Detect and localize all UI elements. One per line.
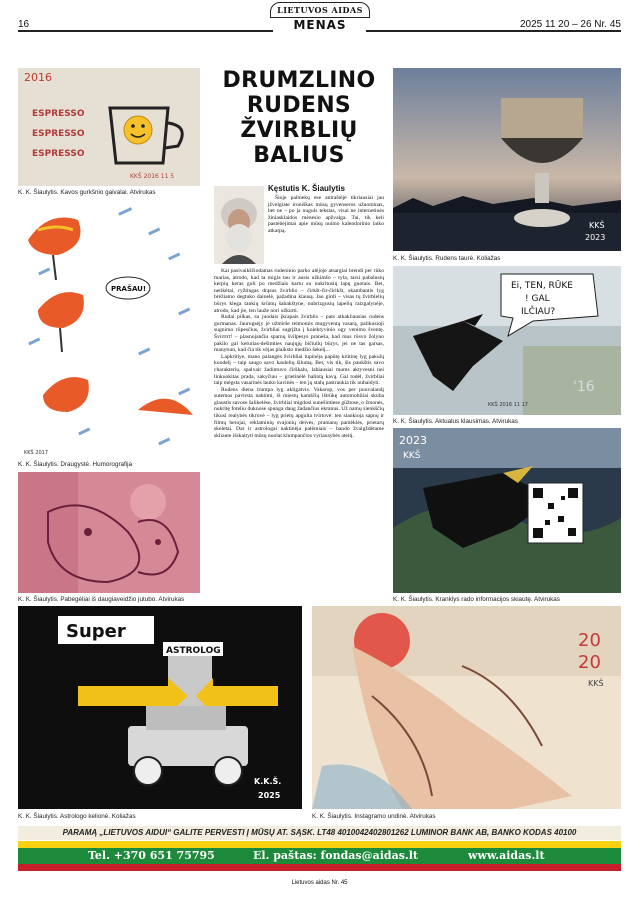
art-text: K.K.Š. <box>254 777 282 786</box>
question-illustration <box>393 266 621 415</box>
espresso-illustration <box>18 68 200 186</box>
lithuanian-flag-bar <box>18 841 621 871</box>
artwork-instagram-mermaid <box>312 606 621 809</box>
caption: K. K. Šiaulytis. Kavos gurkšnio gaivalai. Atvirukas <box>18 189 156 196</box>
headline-line: DRUMZLINO <box>222 68 376 93</box>
article-headline <box>214 68 384 168</box>
artwork-crow <box>393 428 621 593</box>
art-text: Super <box>66 621 126 642</box>
art-text: ESPRESSO <box>32 129 85 139</box>
astrologer-illustration <box>18 606 302 809</box>
art-text: ASTROLOG <box>166 646 221 656</box>
caption: K. K. Šiaulytis. Instagramo undinė. Atvirukas <box>312 813 436 820</box>
art-text: KKŠ 2017 <box>24 450 49 456</box>
contact-phone: Tel. +370 651 75795 <box>88 849 215 862</box>
art-text: 20 <box>578 652 601 673</box>
caption: K. K. Šiaulytis. Astrologo kelionė. Koliažas <box>18 813 136 820</box>
artwork-astrologer <box>18 606 302 809</box>
page-number: 16 <box>18 19 30 30</box>
artwork-friendship <box>18 200 200 458</box>
art-text: KKŠ 2016 11 17 <box>488 402 528 408</box>
headline-line: RUDENS <box>246 93 352 118</box>
article-paragraph: Lapkritiye, mano palangės žvirbliai tupinėja papūtę krūtinę lyg pakulų kuodelį – taip saugo savo kaulelių šilumą. Bet, vis tik, šis paukštis savo charakteriu, spalvair žadintuvo čirškalu, labiausiai mums aktyvesni nei linkuokitas prada, sakyčiau – grietinėlė balintą kavą. Gal todėl, žvirbliai taip mėgsta vasarinės lauko kavinės – ten jų stalų pastraukia tik nubaidyti. <box>214 353 384 387</box>
article-paragraph: Kai pasivaikščiodamas rudeninio parko alėjoje atsargiai brendi per rūko marias, atrodo, kad ta migla tau ir ausis užkimšo – tyla, tarsi pabalusių kerpių keras guli po medžiais kartu su nukritusių lapų guotais. Bet, netikėtai, ryžtingas drąsus žvirblio – čirkšt-čir-čirikšt, skambantis lyg brėžiamo degtuko dainelė, pažadina klausą. Jau girdi – visas tų žvirblelių būrys klega tankių krūmų šabakštyne, nubrizgusių lapelių raizgalynėje, atrodo, kad jie, ten lauže nori užkurti. <box>214 268 384 314</box>
art-text: KKŠ <box>589 221 605 230</box>
headline-line: BALIUS <box>253 143 345 168</box>
section-title: MENAS <box>293 18 347 32</box>
art-text: 20 <box>578 630 601 651</box>
art-text: PRAŠAU! <box>111 285 147 293</box>
contact-website[interactable]: www.aidas.lt <box>468 849 545 862</box>
art-text: Ei, TEN, RŪKE <box>511 281 573 291</box>
issue-info: 2025 11 20 – 26 Nr. 45 <box>519 19 621 30</box>
refugees-illustration <box>18 472 200 593</box>
art-text: 2025 <box>258 791 281 800</box>
page-footer: Lietuvos aidas Nr. 45 <box>291 880 348 886</box>
masthead <box>0 0 639 36</box>
flag-yellow-stripe <box>18 841 621 848</box>
flag-red-stripe <box>18 864 621 871</box>
artwork-espresso <box>18 68 200 186</box>
masthead-rule-left <box>18 30 273 32</box>
art-text: ESPRESSO <box>32 149 85 159</box>
art-text: ILČIAU? <box>521 307 556 317</box>
donation-banner: PARAMĄ „LIETUVOS AIDUI“ GALITE PERVESTI Į MŪSŲ AT. SĄSK. LT48 4010042402801262 LUMINOR BANK AB, BANKO KODAS 40100 <box>18 826 621 840</box>
art-text: 2023 <box>585 233 606 242</box>
headline-line: ŽVIRBLIŲ <box>240 118 358 143</box>
article-paragraph: Rudens diena trumpa lyg akligatvis. Vakarop, vos per puuvalandį sutemos pavirsta naktimi, iš miestų kamščių ištrūkę automobiliai skuba glaustis savose šalikelėse, žvirbliai migdosi sunešintiese gūžtose, o žmonės, nukritę foteliu duknose spunga daug žadančius ekranus. Už namų sienkščių likusi realybės tikrovė – lyg prielų apgulta tvirtovė: ten slankioja sapnų ir filmų herojai, reklaminių svajonių deivės, pramanų pamėklės, prietarų skeletai. Dar ir astrologai naktinėja palėmiais – bando žvaigždėtame skliaute išskaityti mūsų nuolat klumpančios vyriausybės ateitį. <box>214 386 384 439</box>
caption: K. K. Šiaulytis. Rudens taurė. Koliažas <box>393 255 501 262</box>
artwork-autumn-chalice <box>393 68 621 251</box>
artwork-actual-question <box>393 266 621 415</box>
caption: K. K. Šiaulytis. Kranklys rado informacijos skiautę. Atvirukas <box>393 596 560 603</box>
article-author: Kęstutis K. Šiaulytis <box>268 184 345 193</box>
article-lead <box>268 195 384 235</box>
art-text: ESPRESSO <box>32 109 85 119</box>
masthead-rule-right <box>366 30 621 32</box>
contact-email[interactable]: El. paštas: fondas@aidas.lt <box>253 849 419 862</box>
art-text: KKŠ 2016 11 5 <box>130 173 175 180</box>
mermaid-illustration <box>312 606 621 809</box>
art-text: 2016 <box>24 71 52 84</box>
caption: K. K. Šiaulytis. Aktualus klausimas. Atvirukas <box>393 418 518 425</box>
art-text: KKŠ <box>403 451 421 461</box>
flag-green-stripe <box>18 848 621 864</box>
article-paragraph: Rudai pilkas, su juodais įkrapais žvirblis – pats atkakliausias rudens gurmanas. Jaurugsėjy je užmirše teimomis mugyventą vasarą, palikusioji sugnimo rūpesčius, žvirbliai sugrįžta į kolektyvinio ogy venimo šventę. Švirrrrt! – plasnojančiu sparnų švilpesys praneša, kad mus rūsvo žolyno pakilo gal keturias-dešimties naujųjų bičiulių būrys, jei ne tas garsas, manytum, kad čia tik vėjas plaiksto medžio šekelį... <box>214 314 384 354</box>
art-text: '16 <box>573 379 595 395</box>
art-text: ! GAL <box>525 294 550 304</box>
portrait-photo <box>214 186 264 264</box>
artwork-refugees <box>18 472 200 593</box>
caption: K. K. Šiaulytis. Draugystė. Humorografija <box>18 461 133 468</box>
author-portrait <box>214 186 264 264</box>
newspaper-brand: LIETUVOS AIDAS <box>270 2 370 18</box>
caption: K. K. Šiaulytis. Pabėgėliai iš daugiaveidžio jutubo. Atvirukas <box>18 596 185 603</box>
article-body <box>214 268 384 594</box>
friendship-illustration <box>18 200 200 458</box>
chalice-illustration <box>393 68 621 251</box>
article-paragraph: Šioje palmekų ese antraštėje tikriausiai jau įžvelgiate ironiškas mūsų gyvenseros užuominas, bet ne – po ja nuguls tekstas, visai ne internetinės žiniasklaidos mėnesio apžvalga. Tai, tik keli pastebėjimai apie mūsų nuimo kalendorinio laiko atkarpą. <box>268 195 384 234</box>
crow-illustration <box>393 428 621 593</box>
art-text: KKŠ <box>588 679 604 688</box>
art-text: 2023 <box>399 434 427 447</box>
